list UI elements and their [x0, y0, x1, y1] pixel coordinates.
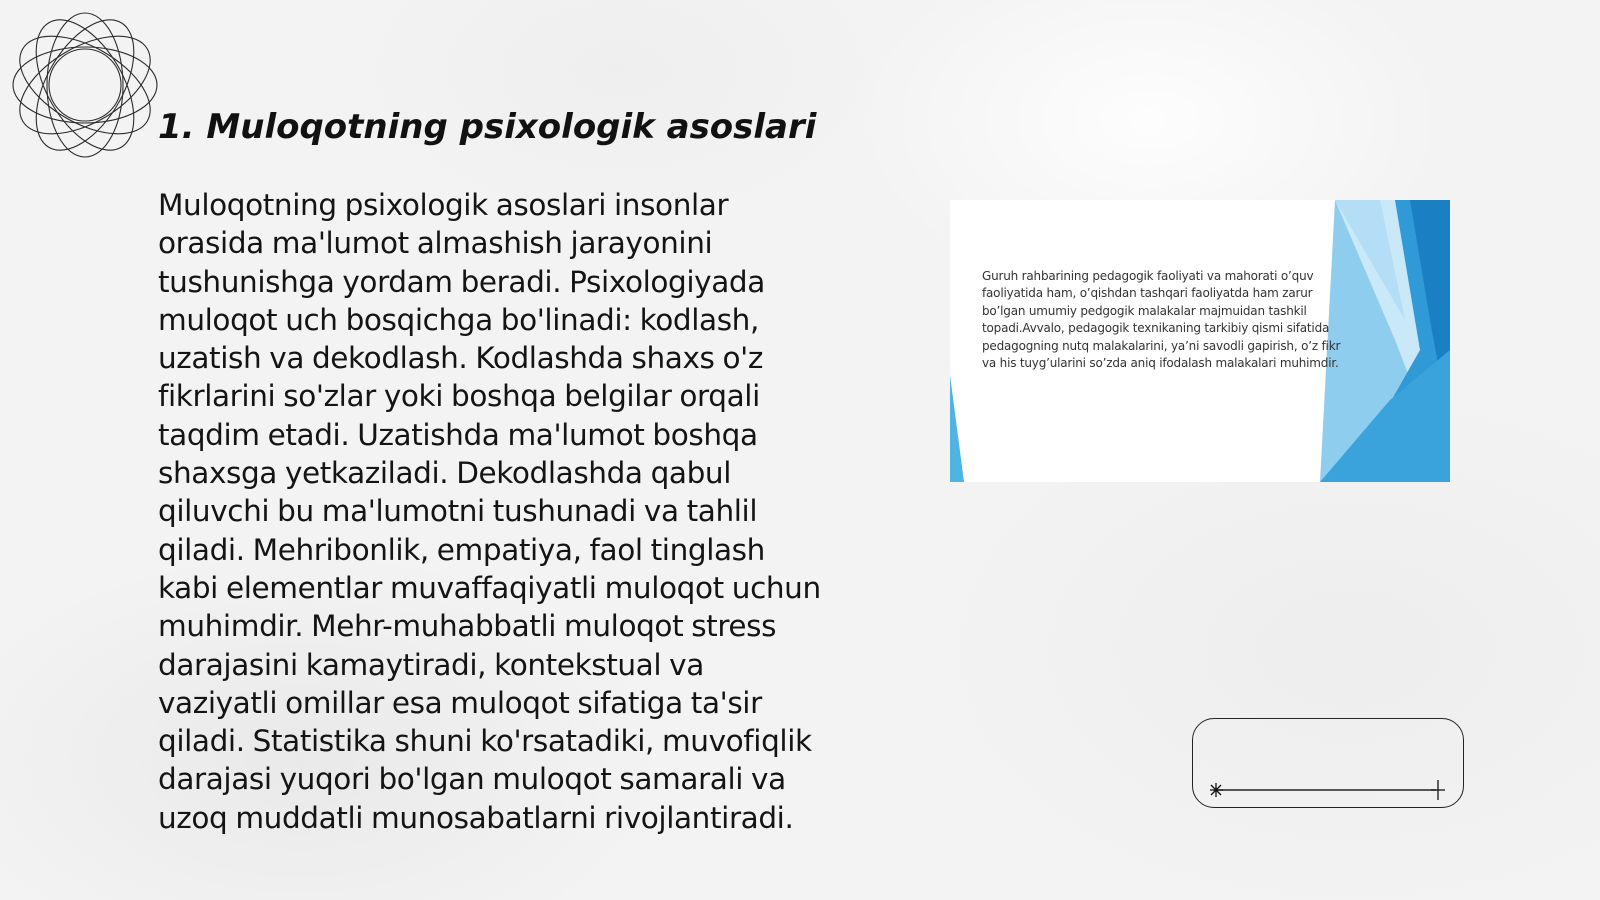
slide-title: 1. Muloqotning psixologik asoslari	[158, 107, 817, 147]
slide-body-text: Muloqotning psixologik asoslari insonlar orasida ma'lumot almashish jarayonini tushunishga yordam beradi. Psixologiyada muloqot uch bosqichga bo'linadi: kodlash, uzatish va dekodlash. Kodlashda shaxs o'z fikrlarini so'zlar yoki boshqa belgilar orqali taqdim etadi. Uzatishda ma'lumot boshqa shaxsga yetkaziladi. Dekodlashda qabul qiluvchi bu ma'lumotni tushunadi va tahlil qiladi. Mehribonlik, empatiya, faol tinglash kabi elementlar muvaffaqiyatli muloqot uchun muhimdir. Mehr-muhabbatli muloqot stress darajasini kamaytiradi, kontekstual va vaziyatli omillar esa muloqot sifatiga ta'sir qiladi. Statistika shuni ko'rsatadiki, muvofiqlik darajasi yuqori bo'lgan muloqot samarali va uzoq muddatli munosabatlarni rivojlantiradi.	[158, 188, 821, 835]
spirograph-circles-icon	[8, 8, 162, 162]
cross-star-icon	[1431, 780, 1445, 800]
inset-slide-image	[950, 200, 1450, 482]
sparkle-star-icon	[1210, 783, 1223, 797]
decorative-line	[1210, 780, 1450, 800]
inset-slide-text: Guruh rahbarining pedagogik faoliyati va mahorati o’quv faoliyatida ham, o’qishdan tashqari faoliyatda ham zarur bo’lgan umumiy pedgogik malakalar majmuidan tashkil topadi.Avvalo, pedagogik texnikaning tarkibiy qismi sifatida pedagogning nutq malakalarini, ya’ni savodli gapirish, o’z fikr va his tuyg’ularini so’zda aniq ifodalash malakalari muhimdir.	[982, 269, 1341, 371]
